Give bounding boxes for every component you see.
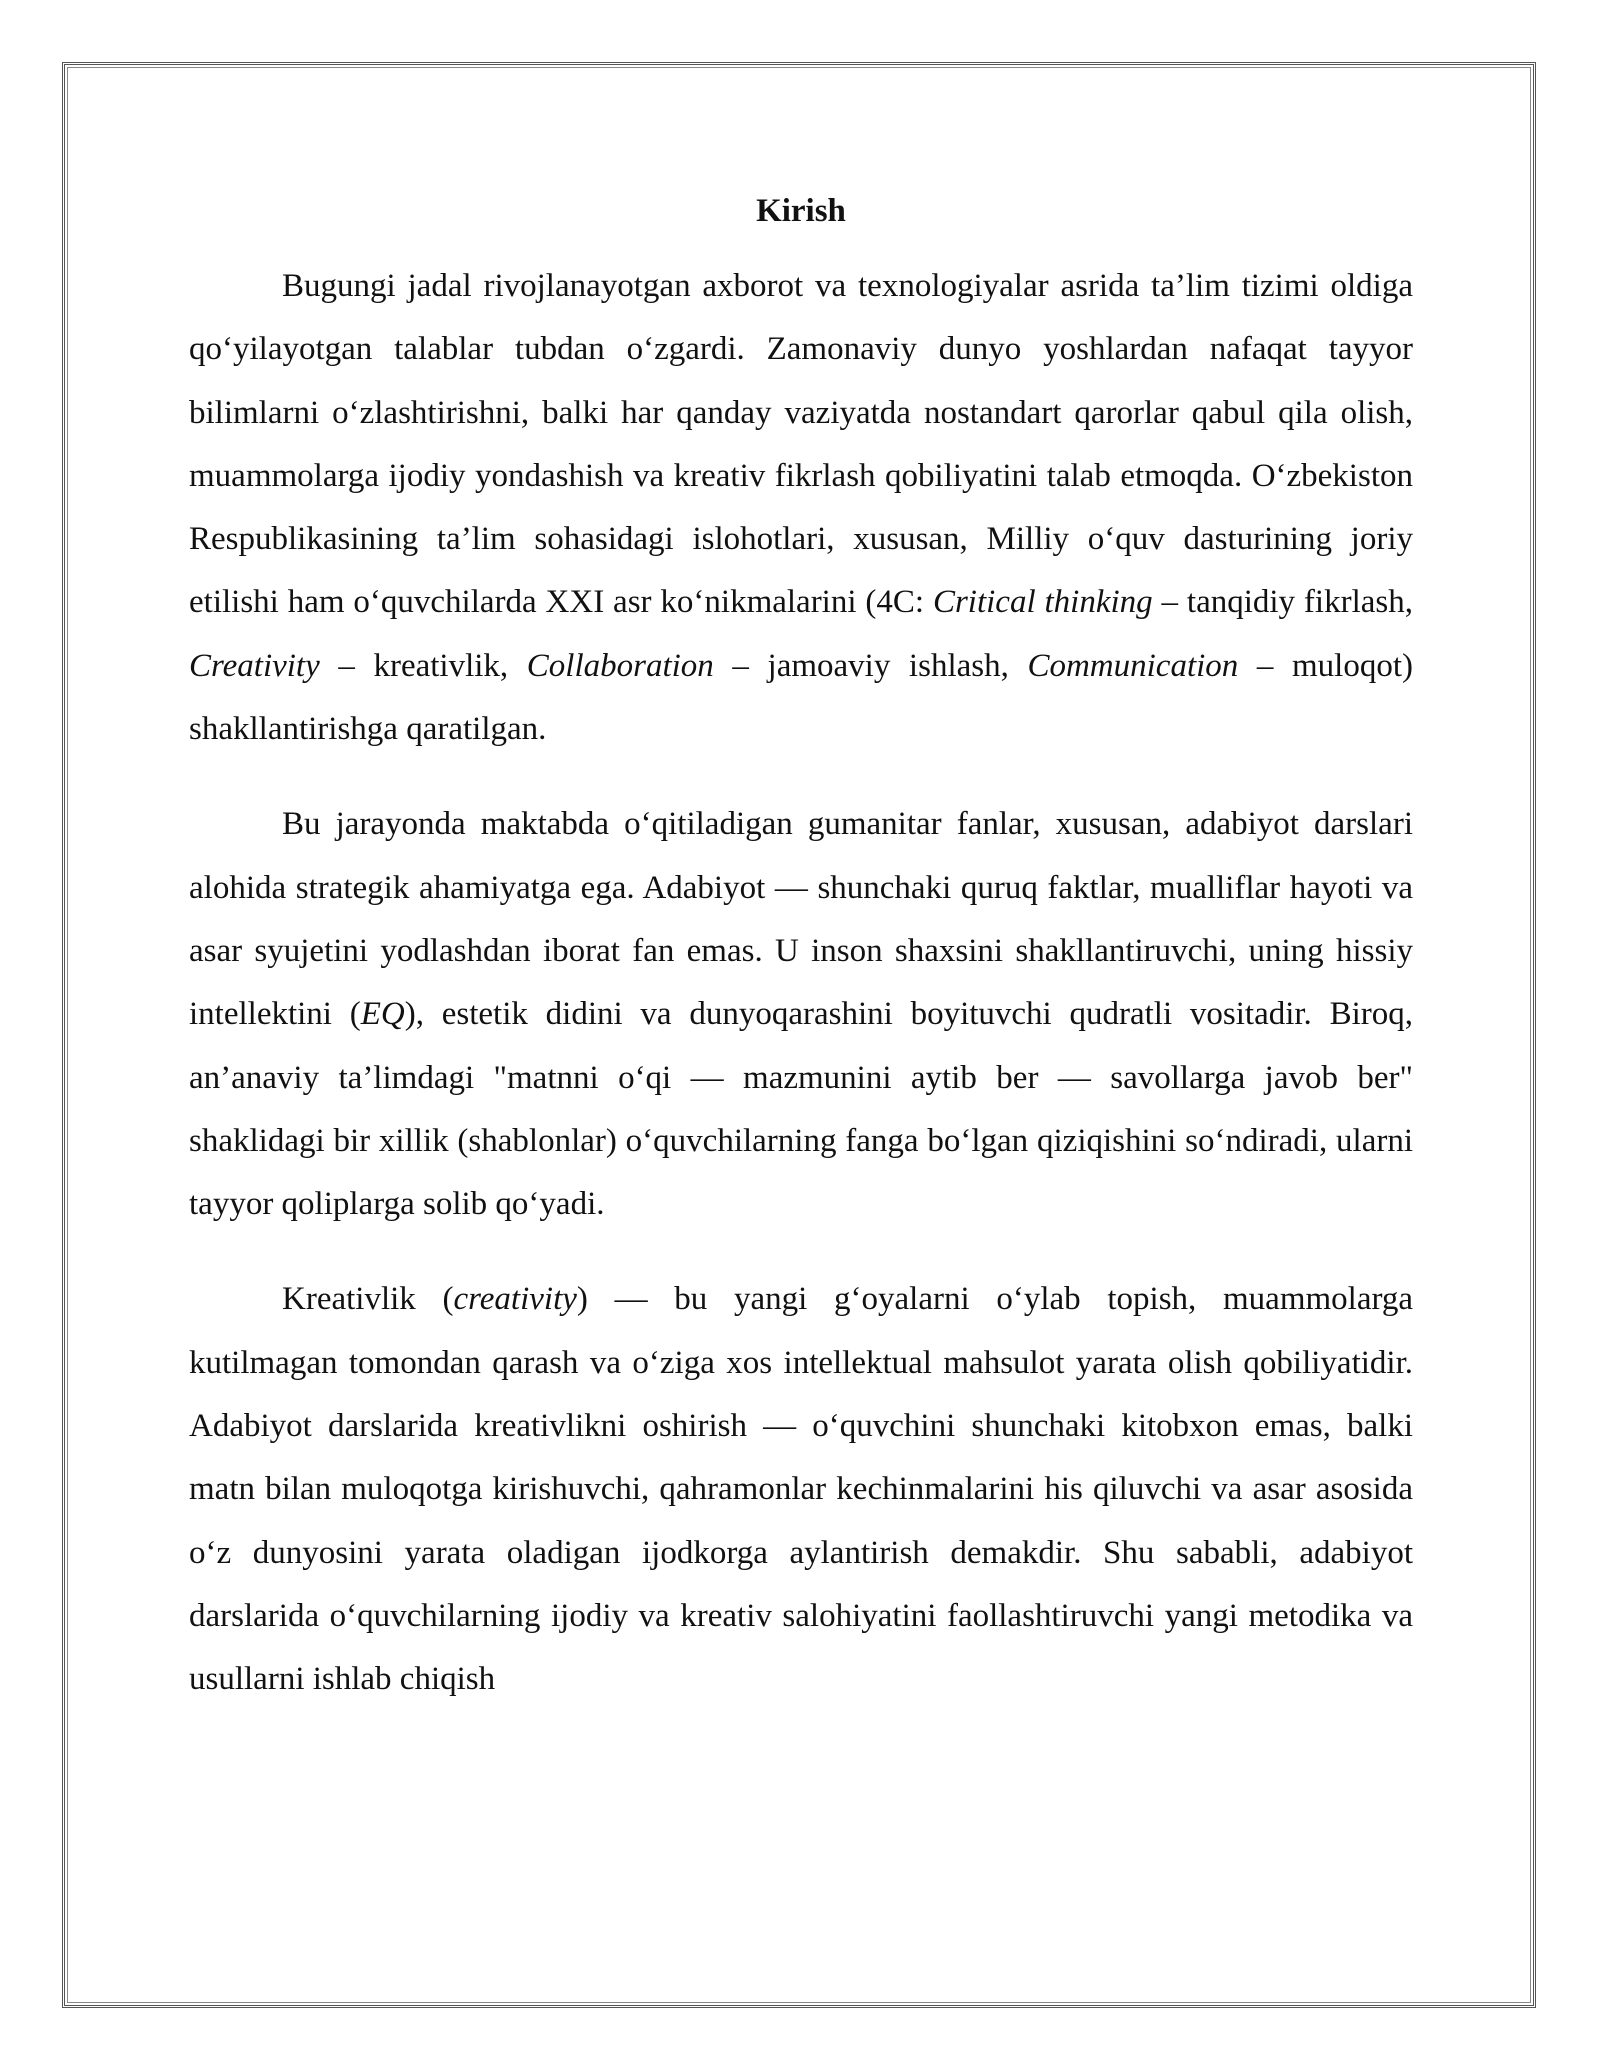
paragraph-3	[189, 1268, 1413, 1711]
paragraph-1-text-5: – muloqot) shakllantirishga qaratilgan.	[189, 647, 1414, 748]
paragraph-3-text-2: ) — bu yangi g‘oyalarni o‘ylab topish, muammolarga kutilmagan tomondan qarash va o‘ziga xos intellektual mahsulot yarata olish qobiliyatidir. Adabiyot darslarida kreativlikni oshirish — o‘quvchini shunchaki kitobxon emas, balki matn bilan muloqotga kirishuvchi, qahramonlar kechinmalarini his qiluvchi va asar asosida o‘z dunyosini yarata oladigan ijodkorga aylantirish demakdir. Shu sababli, adabiyot darslarida o‘quvchilarning ijodiy va kreativ salohiyatini faollashtiruvchi yangi metodika va usullarni ishlab chiqish	[189, 1281, 1414, 1698]
document-title: Kirish	[756, 193, 846, 229]
paragraph-2-italic-1: EQ	[360, 996, 405, 1033]
document-body	[189, 185, 1413, 1744]
paragraph-2-text-1: Bu jarayonda maktabda o‘qitiladigan gumanitar fanlar, xususan, adabiyot darslari alohida strategik ahamiyatga ega. Adabiyot — shunchaki quruq faktlar, mualliflar hayoti va asar syujetini yodlashdan iborat fan emas. U inson shaxsini shakllantiruvchi, uning hissiy intellektini (	[189, 806, 1413, 1033]
paragraph-3-italic-1: creativity	[453, 1281, 577, 1318]
paragraph-1-italic-4: Communication	[1027, 647, 1239, 684]
paragraph-1	[189, 255, 1413, 761]
paragraph-1-italic-3: Collaboration	[526, 647, 714, 684]
paragraph-2-text-2: ), estetik didini va dunyoqarashini boyituvchi qudratli vositadir. Biroq, an’anaviy ta’limdagi "matnni o‘qi — mazmunini aytib ber — savollarga javob ber" shaklidagi bir xillik (shablonlar) o‘quvchilarning fanga bo‘lgan qiziqishini so‘ndiradi, ularni tayyor qoliplarga solib qo‘yadi.	[189, 996, 1413, 1223]
paragraph-1-text-1: Bugungi jadal rivojlanayotgan axborot va texnologiyalar asrida ta’lim tizimi oldiga qo‘yilayotgan talablar tubdan o‘zgardi. Zamonaviy dunyo yoshlardan nafaqat tayyor bilimlarni o‘zlashtirishni, balki har qanday vaziyatda nostandart qarorlar qabul qila olish, muammolarga ijodiy yondashish va kreativ fikrlash qobiliyatini talab etmoqda. O‘zbekiston Respublikasining ta’lim sohasidagi islohotlari, xususan, Milliy o‘quv dasturining joriy etilishi ham o‘quvchilarda XXI asr ko‘nikmalarini (4C:	[189, 268, 1413, 621]
paragraph-2	[189, 793, 1413, 1236]
paragraph-3-text-1: Kreativlik (	[282, 1281, 454, 1318]
paragraph-1-text-4: – jamoaviy ishlash,	[713, 647, 1028, 684]
paragraph-1-italic-2: Creativity	[189, 647, 320, 684]
paragraph-1-italic-1: Critical thinking	[932, 584, 1153, 621]
paragraph-1-text-3: – kreativlik,	[319, 647, 527, 684]
paragraph-1-text-2: – tanqidiy fikrlash,	[1152, 584, 1413, 621]
